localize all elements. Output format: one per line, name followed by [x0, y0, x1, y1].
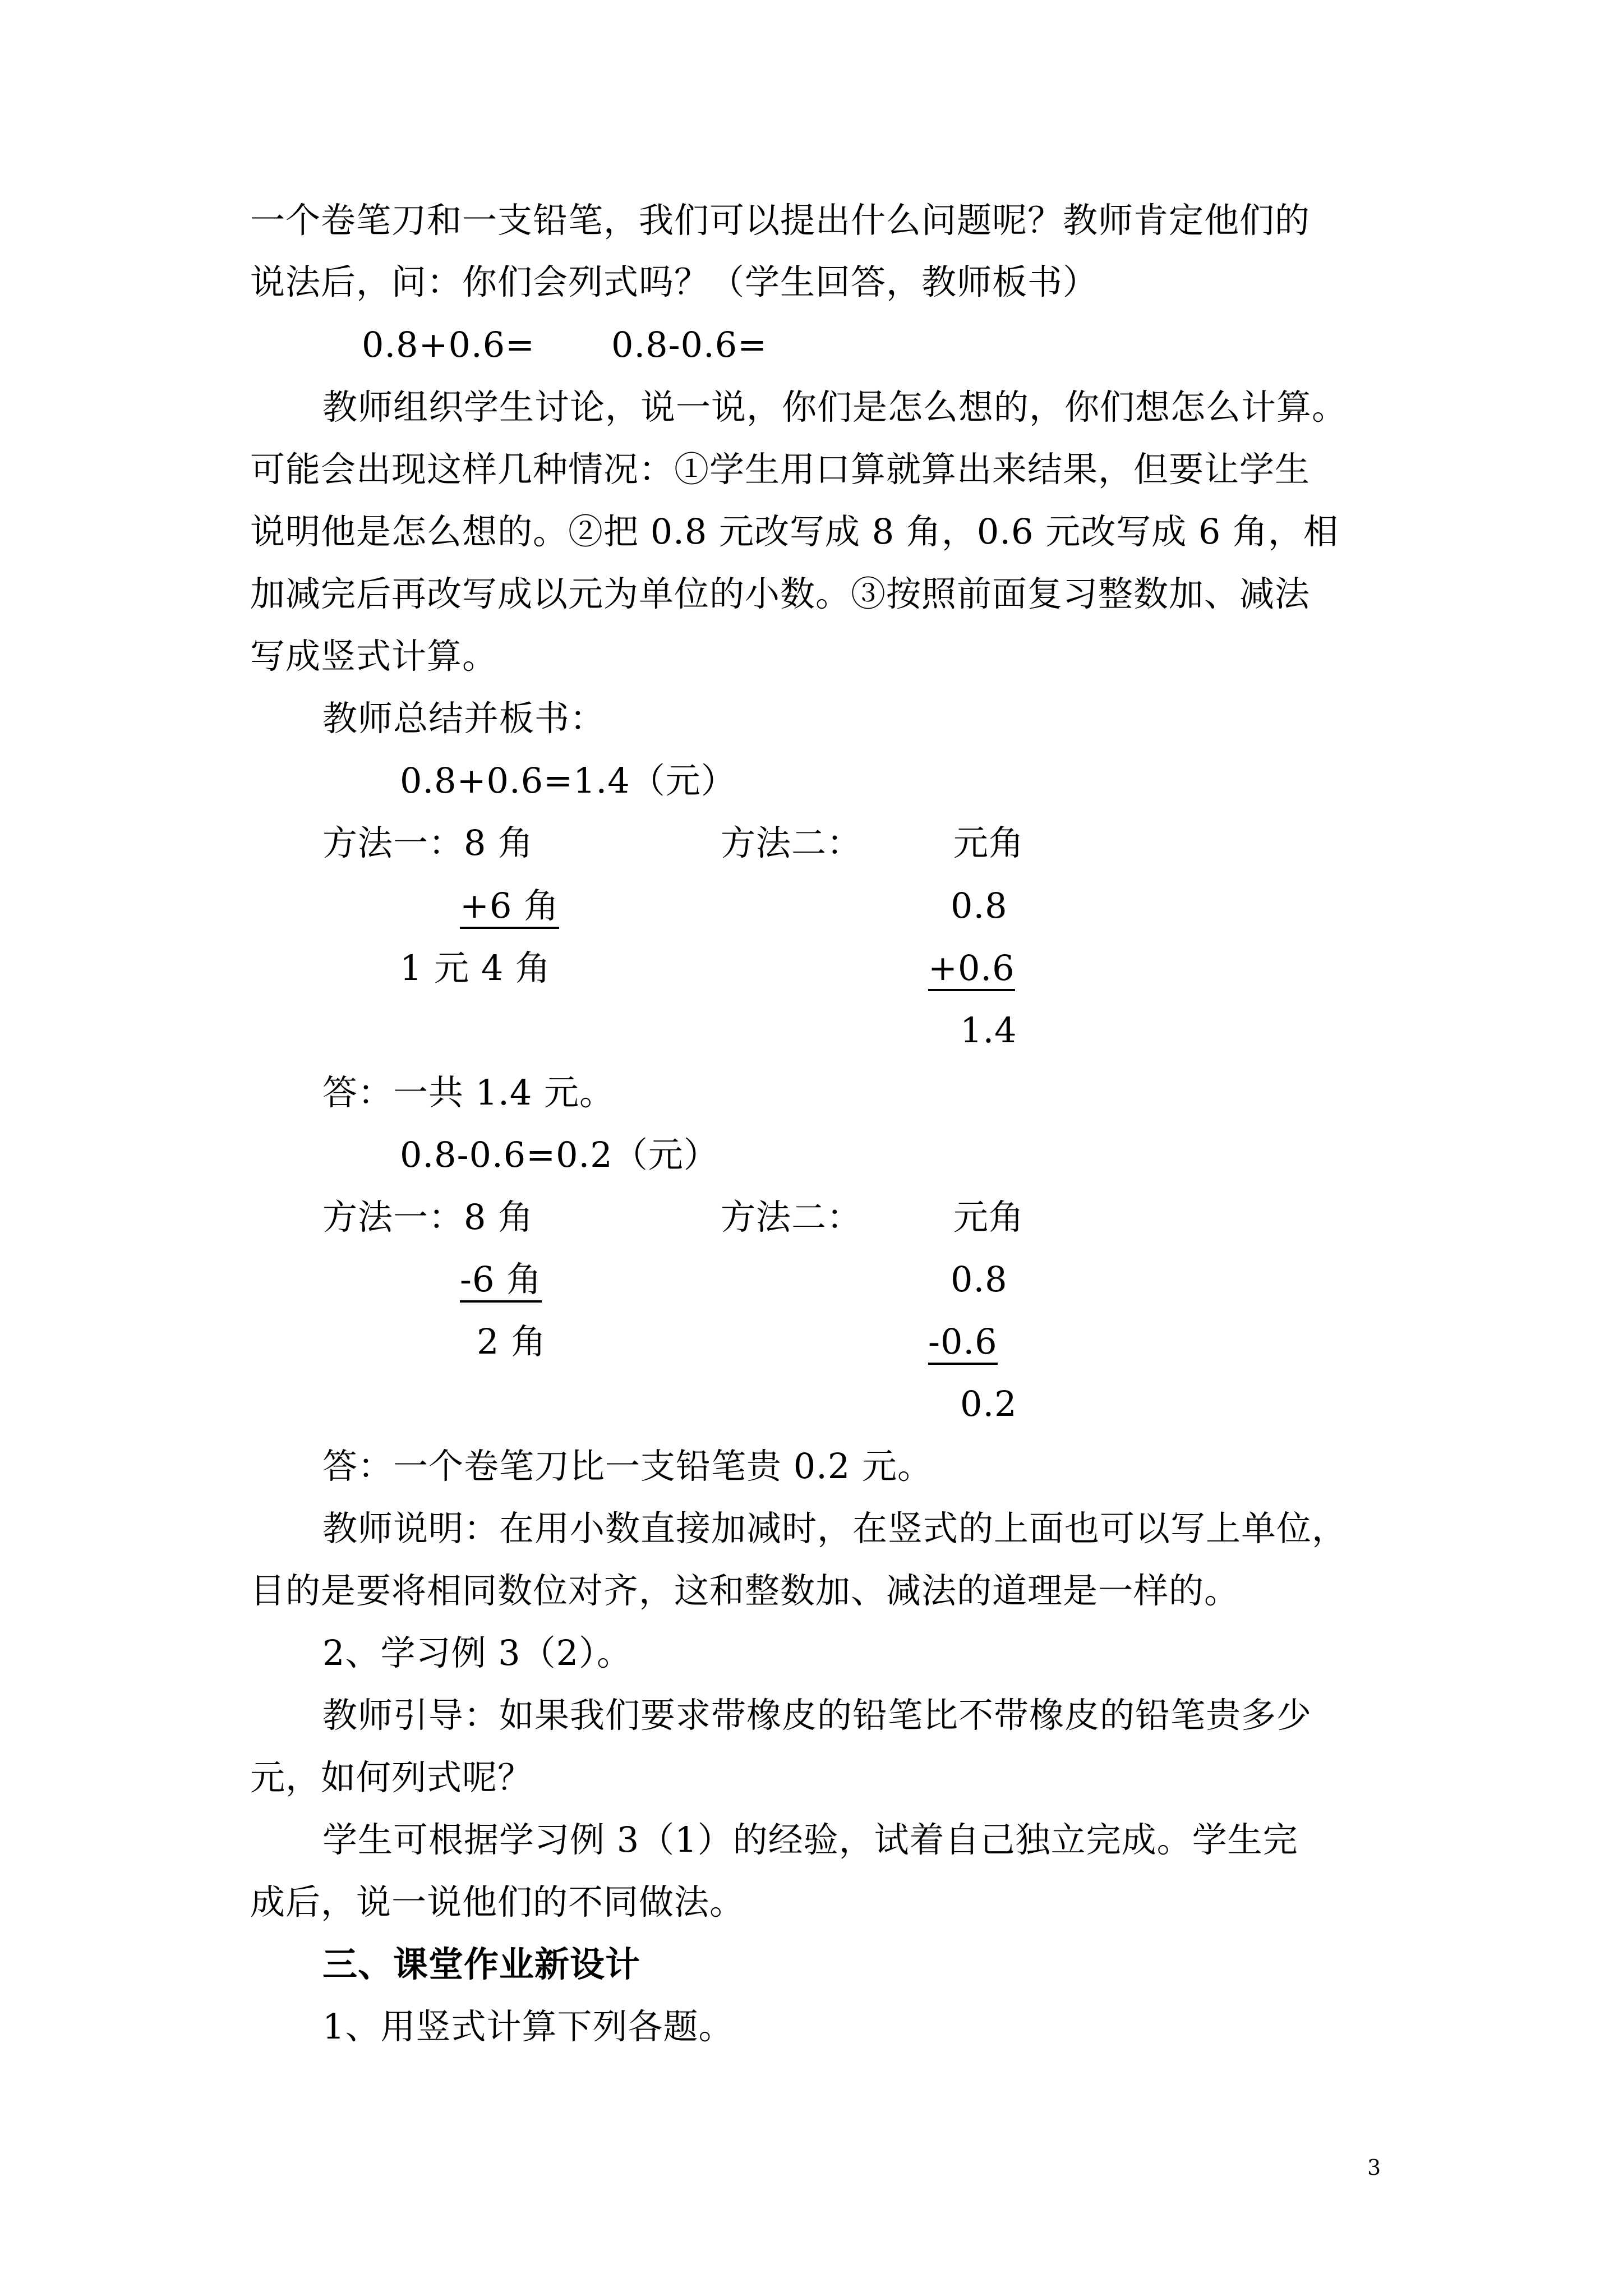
paragraph-line: 写成竖式计算。	[250, 636, 498, 677]
addition-method1-result: 1 元 4 角	[400, 947, 551, 988]
addition-method2-top: 0.8	[951, 885, 1008, 926]
paragraph-line: 教师总结并板书：	[322, 698, 606, 739]
subtraction-method1-label: 方法一：8 角	[322, 1197, 534, 1237]
addition-method2-header: 元角	[953, 822, 1025, 863]
addition-method1-addend: +6 角	[460, 889, 559, 929]
paragraph-line: 可能会出现这样几种情况：①学生用口算就算出来结果，但要让学生	[250, 449, 1311, 490]
subtraction-method2-result: 0.2	[960, 1383, 1017, 1424]
paragraph-line: 一个卷笔刀和一支铅笔，我们可以提出什么问题呢？教师肯定他们的	[250, 200, 1311, 241]
addition-method2-label: 方法二：	[721, 822, 863, 863]
addition-method1-label: 方法一：8 角	[322, 822, 534, 863]
subtraction-answer: 答：一个卷笔刀比一支铅笔贵 0.2 元。	[322, 1446, 933, 1487]
subtraction-method1-result: 2 角	[477, 1321, 547, 1362]
paragraph-line: 加减完后再改写成以元为单位的小数。③按照前面复习整数加、减法	[250, 573, 1311, 614]
exercise-line: 1、用竖式计算下列各题。	[322, 2006, 734, 2047]
subtraction-equation: 0.8-0.6=0.2（元）	[400, 1134, 719, 1175]
subtraction-method2-label: 方法二：	[721, 1197, 863, 1237]
paragraph-line: 教师组织学生讨论，说一说，你们是怎么想的，你们想怎么计算。	[322, 386, 1348, 427]
paragraph-line: 2、学习例 3（2）。	[322, 1632, 633, 1673]
paragraph-line: 目的是要将相同数位对齐，这和整数加、减法的道理是一样的。	[250, 1570, 1240, 1611]
page-number: 3	[1367, 2155, 1381, 2180]
subtraction-method2-header: 元角	[953, 1197, 1025, 1237]
paragraph-line: 说明他是怎么想的。②把 0.8 元改写成 8 角，0.6 元改写成 6 角，相	[250, 511, 1339, 552]
section-heading: 三、课堂作业新设计	[322, 1944, 641, 1985]
equation-add: 0.8+0.6=	[362, 324, 536, 365]
paragraph-line: 学生可根据学习例 3（1）的经验，试着自己独立完成。学生完	[322, 1819, 1298, 1860]
addition-method2-addend: +0.6	[928, 951, 1015, 991]
paragraph-line: 成后，说一说他们的不同做法。	[250, 1881, 745, 1922]
addition-method2-result: 1.4	[960, 1010, 1017, 1051]
paragraph-line: 说法后，问：你们会列式吗？（学生回答，教师板书）	[250, 261, 1099, 302]
subtraction-method2-subtrahend: -0.6	[928, 1324, 998, 1365]
paragraph-line: 元，如何列式呢？	[250, 1757, 533, 1798]
subtraction-method2-top: 0.8	[951, 1259, 1008, 1300]
addition-answer: 答：一共 1.4 元。	[322, 1072, 615, 1113]
paragraph-line: 教师说明：在用小数直接加减时，在竖式的上面也可以写上单位，	[322, 1508, 1348, 1549]
addition-equation: 0.8+0.6=1.4（元）	[400, 760, 736, 801]
paragraph-line: 教师引导：如果我们要求带橡皮的铅笔比不带橡皮的铅笔贵多少	[322, 1695, 1312, 1736]
subtraction-method1-subtrahend: -6 角	[460, 1262, 542, 1303]
equation-subtract: 0.8-0.6=	[611, 324, 768, 365]
